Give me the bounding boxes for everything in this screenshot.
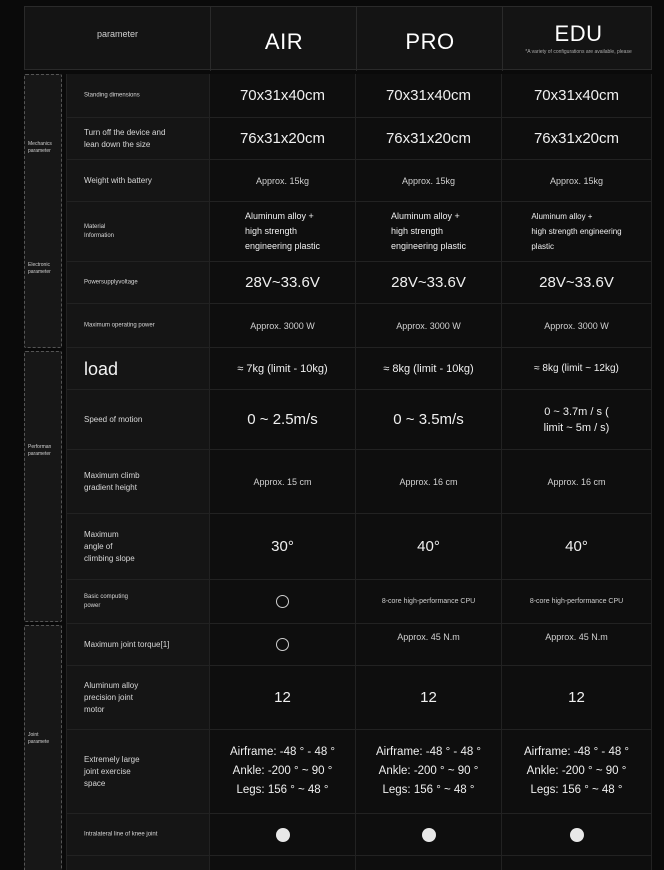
air-value: Approx. 15kg (210, 160, 356, 201)
air-value (210, 814, 356, 855)
air-value: 12 (210, 666, 356, 729)
table-row (66, 202, 652, 262)
included-icon (570, 828, 584, 842)
edu-value: 28V~33.6V (502, 262, 652, 303)
pro-column-header (356, 7, 502, 71)
edu-value: Approx. 15kg (502, 160, 652, 201)
table-header (24, 6, 652, 70)
model-pro: PRO (405, 29, 455, 54)
air-value: 30° (210, 514, 356, 579)
row-label: Speed of motion (66, 390, 210, 449)
included-icon (422, 828, 436, 842)
pro-value: Approx. 16 cm (356, 450, 502, 513)
pro-value: Approx. 3000 W (356, 304, 502, 347)
air-value (210, 856, 356, 870)
pro-value (356, 856, 502, 870)
pro-value (356, 814, 502, 855)
row-label: Intralateral line of knee joint (66, 814, 210, 855)
row-label: Extremely large joint exercise space (66, 730, 210, 813)
table-row (66, 580, 652, 624)
air-value: Airframe: -48 ° - 48 ° Ankle: -200 ° ~ 90 ° Legs: 156 ° ~ 48 ° (210, 730, 356, 813)
edu-value: 8-core high-performance CPU (502, 580, 652, 623)
pro-value: 8-core high-performance CPU (356, 580, 502, 623)
row-label: Maximum joint torque[1] (66, 624, 210, 665)
edu-value: 12 (502, 666, 652, 729)
pro-value: 0 ~ 3.5m/s (356, 390, 502, 449)
category-mechanics-electronic (24, 74, 62, 348)
row-label: Maximum operating power (66, 304, 210, 347)
table-row (66, 74, 652, 118)
table-row (66, 348, 652, 390)
edu-value: Aluminum alloy + high strength engineering plastic (502, 202, 652, 261)
edu-value: Approx. 3000 W (502, 304, 652, 347)
table-row (66, 450, 652, 514)
pro-value: ≈ 8kg (limit - 10kg) (356, 348, 502, 389)
pro-value: 12 (356, 666, 502, 729)
row-label: Aluminum alloy precision joint motor (66, 666, 210, 729)
row-label: Material Information (66, 202, 210, 261)
category-performance (24, 351, 62, 622)
table-row (66, 390, 652, 450)
row-label: Weight with battery (66, 160, 210, 201)
air-value (210, 580, 356, 623)
category-mechanics-label: Mechanics parameter (28, 141, 52, 154)
air-value: 70x31x40cm (210, 74, 356, 117)
table-row (66, 856, 652, 870)
table-row (66, 160, 652, 202)
air-value: ≈ 7kg (limit - 10kg) (210, 348, 356, 389)
table-row (66, 262, 652, 304)
included-icon (276, 828, 290, 842)
edu-value: 40° (502, 514, 652, 579)
edu-value: Approx. 45 N.m (502, 624, 652, 665)
air-value: Approx. 3000 W (210, 304, 356, 347)
air-column-header (210, 7, 356, 71)
table-row (66, 666, 652, 730)
row-label: load (66, 348, 210, 389)
category-electronic-label: Electronic parameter (28, 262, 51, 275)
not-included-icon (276, 638, 289, 651)
table-row (66, 304, 652, 348)
air-value: 76x31x20cm (210, 118, 356, 159)
edu-value (502, 856, 652, 870)
row-label: Maximum climb gradient height (66, 450, 210, 513)
table-row (66, 814, 652, 856)
pro-value: Approx. 45 N.m (356, 624, 502, 665)
air-value: Aluminum alloy + high strength engineering plastic (210, 202, 356, 261)
air-value: Approx. 15 cm (210, 450, 356, 513)
air-value: 0 ~ 2.5m/s (210, 390, 356, 449)
category-joint (24, 625, 62, 870)
row-label (66, 856, 210, 870)
parameter-header: parameter (96, 29, 139, 39)
category-joint-label: Joint paramete (28, 732, 50, 745)
spec-table (24, 74, 652, 870)
table-row (66, 730, 652, 814)
table-row (66, 118, 652, 160)
category-performance-label: Performan parameter (28, 444, 52, 457)
pro-value: 28V~33.6V (356, 262, 502, 303)
pro-value: Aluminum alloy + high strength engineering plastic (356, 202, 502, 261)
row-label: Standing dimensions (66, 74, 210, 117)
model-edu: EDU (554, 21, 603, 46)
pro-value: Airframe: -48 ° - 48 ° Ankle: -200 ° ~ 90 ° Legs: 156 ° ~ 48 ° (356, 730, 502, 813)
model-air: AIR (264, 29, 304, 54)
pro-value: 40° (356, 514, 502, 579)
edu-config-note: *A variety of configurations are available, please (525, 49, 632, 55)
air-value (210, 624, 356, 665)
air-value: 28V~33.6V (210, 262, 356, 303)
table-row (66, 514, 652, 580)
row-label: Basic computing power (66, 580, 210, 623)
edu-value: Approx. 16 cm (502, 450, 652, 513)
not-included-icon (276, 595, 289, 608)
row-label: Powersupplyvoltage (66, 262, 210, 303)
row-label: Turn off the device and lean down the size (66, 118, 210, 159)
table-row (66, 624, 652, 666)
edu-value: Airframe: -48 ° - 48 ° Ankle: -200 ° ~ 90 ° Legs: 156 ° ~ 48 ° (502, 730, 652, 813)
edu-value (502, 814, 652, 855)
row-label: Maximum angle of climbing slope (66, 514, 210, 579)
pro-value: Approx. 15kg (356, 160, 502, 201)
edu-value: 70x31x40cm (502, 74, 652, 117)
pro-value: 76x31x20cm (356, 118, 502, 159)
edu-value: 76x31x20cm (502, 118, 652, 159)
edu-column-header (502, 7, 653, 71)
pro-value: 70x31x40cm (356, 74, 502, 117)
edu-value: 0 ~ 3.7m / s ( limit ~ 5m / s) (502, 390, 652, 449)
edu-value: ≈ 8kg (limit ~ 12kg) (502, 348, 652, 389)
